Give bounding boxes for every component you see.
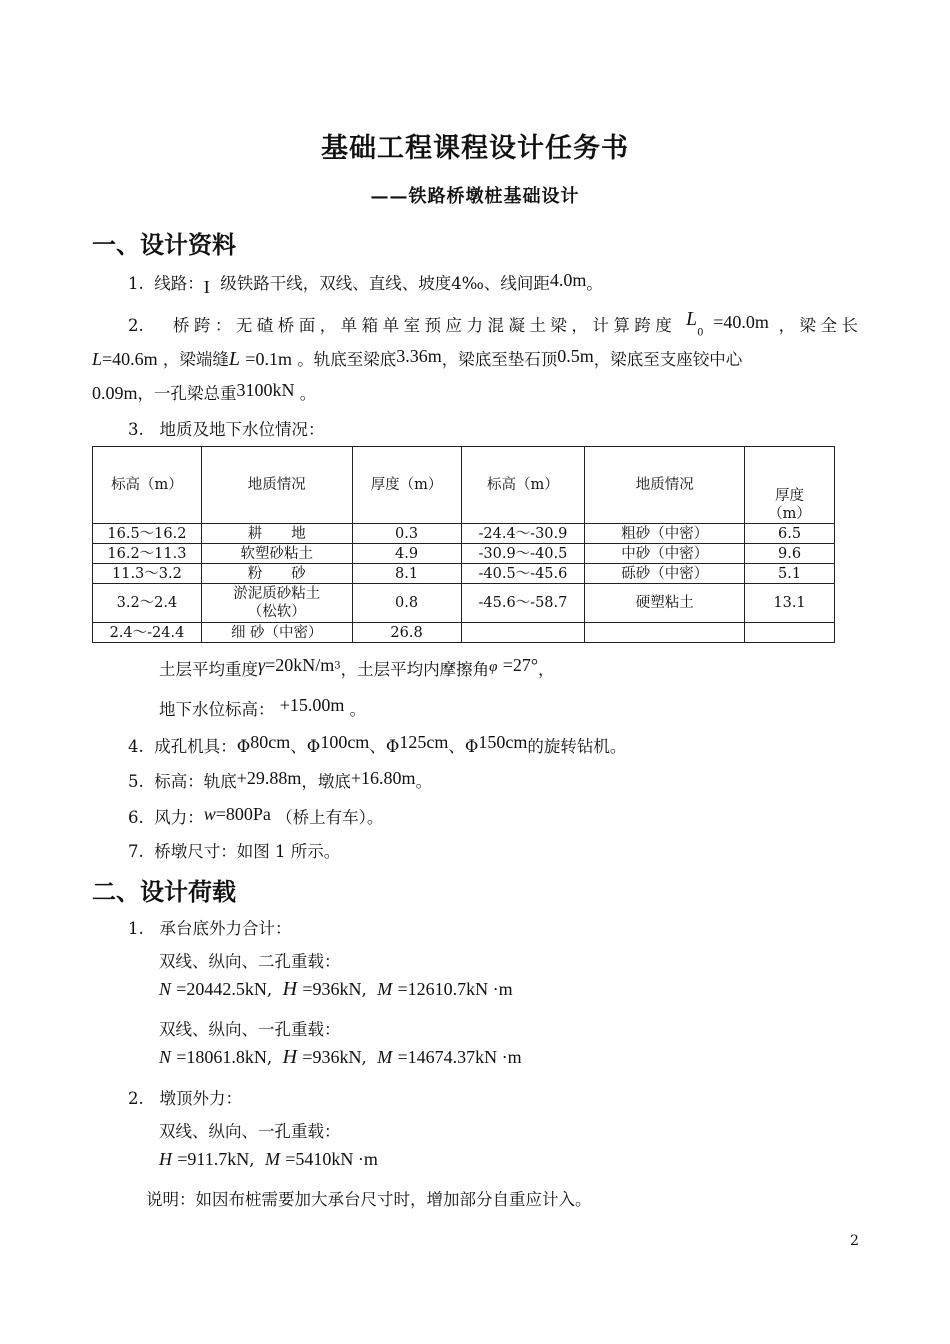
table-cell: 4.9 [352, 544, 461, 564]
table-cell: 耕 地 [201, 524, 352, 544]
table-cell: 粉 砂 [201, 564, 352, 584]
table-cell: 细 砂（中密） [201, 623, 352, 643]
item-4-line: 4. 成孔机具：Φ80cm、Φ100cm、Φ125cm、Φ150cm的旋转钻机。 [128, 732, 627, 756]
table-cell: -40.5～-45.6 [461, 564, 585, 584]
table-row [93, 544, 835, 564]
table-cell: 11.3～3.2 [93, 564, 202, 584]
table-row [93, 623, 835, 643]
table-cell: 砾砂（中密） [585, 564, 745, 584]
load-case-2-label: 双线、纵向、一孔重载： [159, 1020, 341, 1039]
load-item-1-line: 1. 承台底外力合计： [128, 919, 292, 938]
table-header-cell: 厚度 （m） [745, 447, 835, 524]
table-cell: 8.1 [352, 564, 461, 584]
item-5-line: 5. 标高：轨底+29.88m，墩底+16.80m。 [128, 768, 433, 791]
table-cell: 0.3 [352, 524, 461, 544]
geology-table [92, 446, 835, 643]
table-cell: 13.1 [745, 584, 835, 623]
page-number: 2 [850, 1233, 859, 1249]
table-header-row [93, 447, 835, 524]
note-line: 说明：如因布桩需要加大承台尺寸时，增加部分自重应计入。 [146, 1190, 592, 1209]
load-case-1-label: 双线、纵向、二孔重载： [159, 952, 341, 971]
table-cell: 6.5 [745, 524, 835, 544]
load-case-3-label: 双线、纵向、一孔重载： [159, 1122, 341, 1141]
table-cell: 软塑砂粘土 [201, 544, 352, 564]
table-cell [745, 623, 835, 643]
table-header-cell: 标高（m） [93, 447, 202, 524]
load-item-2-line: 2. 墩顶外力： [128, 1089, 242, 1108]
table-cell: -24.4～-30.9 [461, 524, 585, 544]
item-3-line: 3. 地质及地下水位情况： [128, 420, 325, 439]
table-cell: 淤泥质砂粘土 （松软） [201, 584, 352, 623]
table-row [93, 584, 835, 623]
table-cell: 5.1 [745, 564, 835, 584]
load-case-3-values: H =911.7kN, M =5410kN ·m [159, 1149, 378, 1169]
table-cell: 中砂（中密） [585, 544, 745, 564]
item-6-line: 6. 风力：w=800Pa （桥上有车）。 [128, 804, 384, 827]
table-cell: 16.5～16.2 [93, 524, 202, 544]
table-row [93, 564, 835, 584]
table-cell: 2.4～-24.4 [93, 623, 202, 643]
table-header-cell: 标高（m） [461, 447, 585, 524]
groundwater-line: 地下水位标高： +15.00m 。 [159, 695, 367, 719]
table-row [93, 524, 835, 544]
table-cell: 0.8 [352, 584, 461, 623]
table-cell: 26.8 [352, 623, 461, 643]
document-title: 基础工程课程设计任务书 [321, 133, 629, 164]
load-case-2-values: N =18061.8kN, H =936kN, M =14674.37kN ·m [159, 1046, 522, 1068]
table-cell: 硬塑粘土 [585, 584, 745, 623]
item-2-line-3: 0.09m，一孔梁总重3100kN 。 [92, 380, 317, 403]
table-cell: 粗砂（中密） [585, 524, 745, 544]
table-cell: 16.2～11.3 [93, 544, 202, 564]
table-cell: -30.9～-40.5 [461, 544, 585, 564]
table-cell: -45.6～-58.7 [461, 584, 585, 623]
item-2-line-2: L=40.6m ，梁端缝L =0.1m 。轨底至梁底3.36m，梁底至垫石顶0.5m，梁底至支座铰中心 [92, 346, 743, 370]
table-cell [461, 623, 585, 643]
document-subtitle: ——铁路桥墩桩基础设计 [370, 186, 580, 207]
table-cell [585, 623, 745, 643]
section-heading-design-loads: 二、设计荷载 [92, 878, 236, 906]
load-case-1-values: N =20442.5kN, H =936kN, M =12610.7kN ·m [159, 978, 513, 1000]
item-2-line-1: 2. 桥跨：无碴桥面，单箱单室预应力混凝土梁，计算跨度 $L_0 =40.0m$ ，梁全长 [128, 308, 858, 339]
table-cell: 9.6 [745, 544, 835, 564]
table-cell: 3.2～2.4 [93, 584, 202, 623]
table-header-cell: 地质情况 [585, 447, 745, 524]
table-header-cell: 地质情况 [201, 447, 352, 524]
soil-properties-line: 土层平均重度$\gamma=20kN/m^3$，土层平均内摩擦角φ =27°， [159, 655, 555, 679]
table-header-cell: 厚度（m） [352, 447, 461, 524]
item-7-line: 7. 桥墩尺寸：如图 1 所示。 [128, 842, 341, 861]
item-1-line: 1. 线路：I 级铁路干线，双线、直线、坡度4‰、线间距4.0m。 [128, 270, 603, 297]
section-heading-design-data: 一、设计资料 [92, 231, 236, 259]
